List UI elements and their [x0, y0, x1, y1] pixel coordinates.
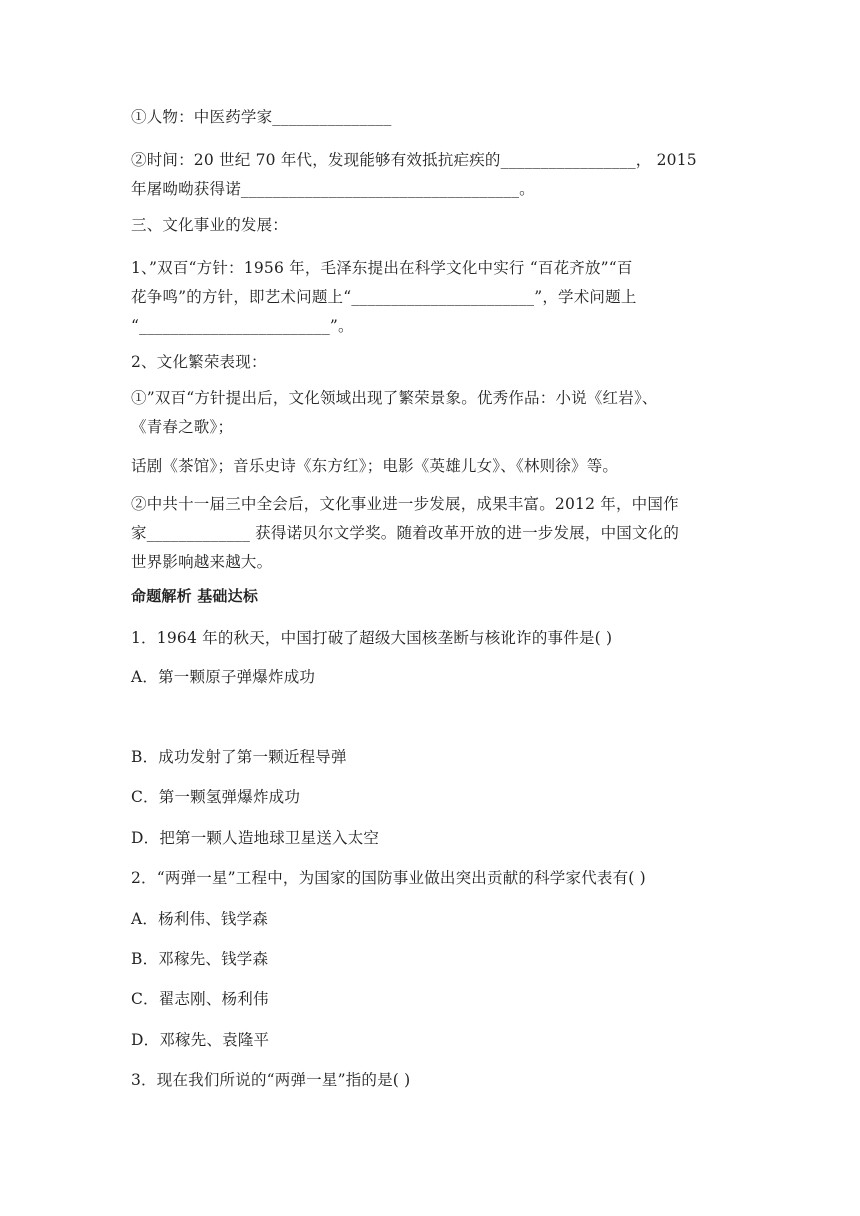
time-line-2: 年屠呦呦获得诺___________________________________。	[131, 180, 535, 198]
question-1-option-b: B．成功发射了第一颗近程导弹	[131, 748, 347, 766]
question-2-option-a: A．杨利伟、钱学森	[131, 910, 268, 928]
prosperity-line-2: 《青春之歌》；	[131, 418, 234, 436]
question-1: 1．1964 年的秋天，中国打破了超级大国核垄断与核讹诈的事件是( )	[131, 629, 613, 647]
question-2-option-d: D．邓稼先、袁隆平	[131, 1031, 270, 1049]
drama-line: 话剧《茶馆》；音乐史诗《东方红》；电影《英雄儿女》、《林则徐》等。	[131, 457, 619, 475]
shuangbai-line-2: 花争鸣”的方针，即艺术问题上“_______________________”，学术问题上	[131, 288, 637, 306]
reform-line-2: 家_____________ 获得诺贝尔文学奖。随着改革开放的进一步发展，中国文化的	[131, 524, 680, 542]
time-paragraph	[131, 146, 741, 204]
person-line: ①人物：中医药学家_______________	[131, 108, 392, 126]
reform-line-1: ②中共十一届三中全会后，文化事业进一步发展，成果丰富。2012 年，中国作	[131, 495, 679, 513]
shuangbai-paragraph	[131, 254, 741, 341]
shuangbai-line-3: “________________________”。	[131, 317, 354, 335]
time-line-1: ②时间：20 世纪 70 年代，发现能够有效抵抗疟疾的_________________， 2015	[131, 151, 697, 169]
section-heading-culture: 三、文化事业的发展：	[131, 216, 289, 234]
question-1-option-c: C．第一颗氢弹爆炸成功	[131, 788, 301, 806]
reform-line-3: 世界影响越来越大。	[131, 553, 273, 571]
shuangbai-line-1: 1、”双百“方针：1956 年，毛泽东提出在科学文化中实行 “百花齐放”“百	[131, 259, 633, 277]
question-2-option-b: B．邓稼先、钱学森	[131, 950, 269, 968]
question-3: 3．现在我们所说的“两弹一星”指的是( )	[131, 1071, 411, 1089]
analysis-heading: 命题解析 基础达标	[131, 587, 259, 605]
question-1-option-d: D．把第一颗人造地球卫星送入太空	[131, 829, 380, 847]
question-2: 2．“两弹一星”工程中，为国家的国防事业做出突出贡献的科学家代表有( )	[131, 869, 646, 887]
reform-paragraph	[131, 490, 741, 577]
question-1-option-a: A．第一颗原子弹爆炸成功	[131, 668, 316, 686]
question-2-option-c: C．翟志刚、杨利伟	[131, 990, 269, 1008]
prosperity-heading: 2、文化繁荣表现：	[131, 353, 267, 371]
prosperity-line-1: ①”双百“方针提出后，文化领域出现了繁荣景象。优秀作品：小说《红岩》、	[131, 389, 658, 407]
prosperity-paragraph-1	[131, 384, 741, 442]
